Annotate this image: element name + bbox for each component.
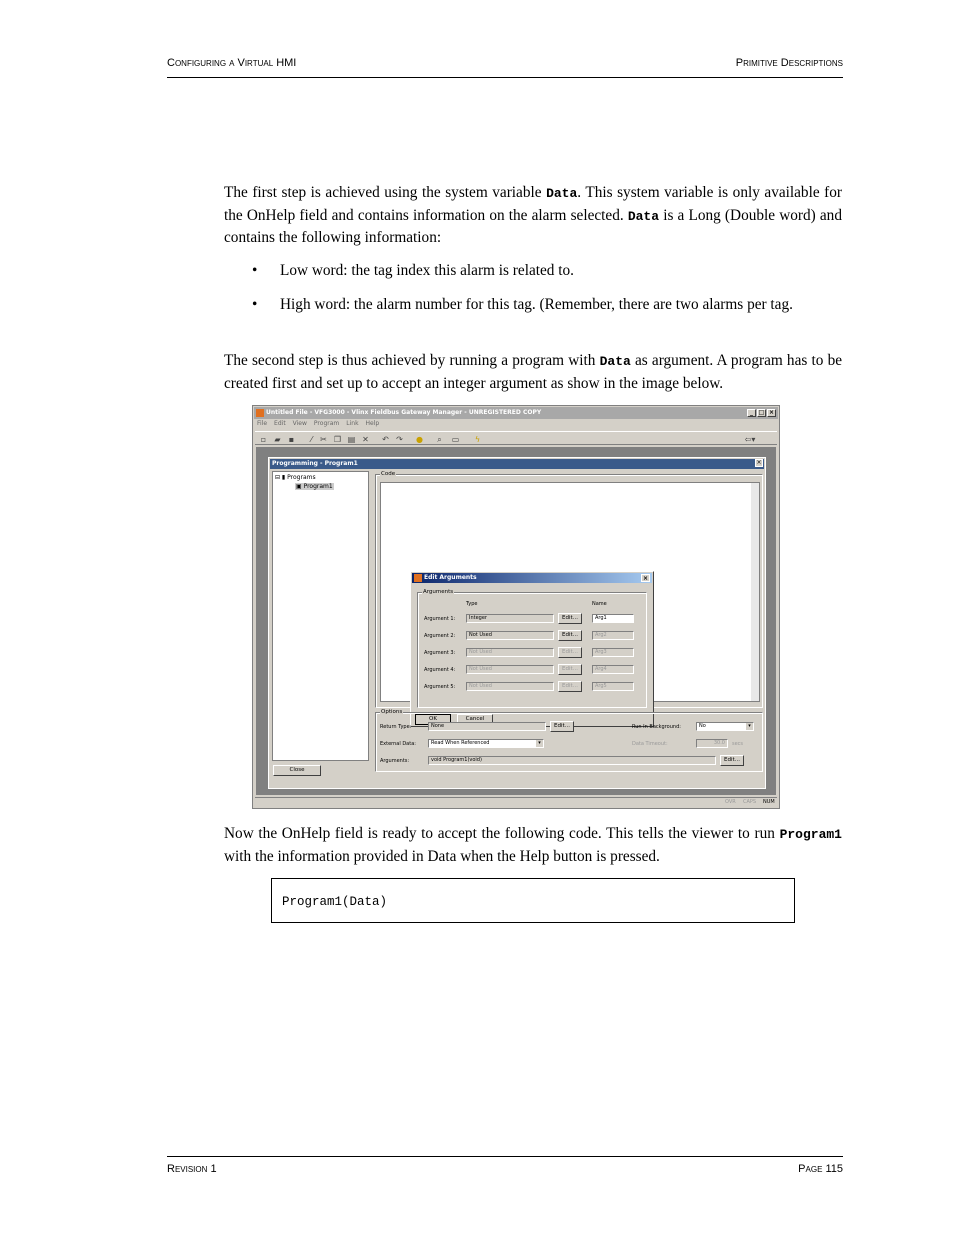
dialog-title: Edit Arguments × [412,573,652,583]
chevron-down-icon[interactable]: ▾ [536,740,543,747]
paste-icon[interactable]: ▤ [347,435,356,444]
status-ovr: OVR [725,799,736,805]
data-timeout-field: 30.0 [696,739,728,748]
maximize-button[interactable]: □ [758,409,765,416]
arg3-name-input[interactable]: Arg3 [592,648,634,657]
save-icon[interactable]: ▪ [288,435,295,444]
program-tree [272,471,369,761]
code-scrollbar[interactable] [751,483,759,701]
redo-icon[interactable]: ↷ [396,435,403,444]
page-header [167,56,843,78]
new-file-icon[interactable]: ▫ [260,435,267,444]
options-group: Options Return Type: None Edit... External Data: Read When Referenced ▾ Arguments: void Program1(void) Edit... Run In Background: No ▾ Data Timeout: 30.0 secs [375,712,763,772]
return-type-field: None [428,722,546,731]
edit-arguments-dialog [410,571,654,727]
arg4-type: Not Used [466,665,554,674]
arg5-type: Not Used [466,682,554,691]
chevron-down-icon[interactable]: ▾ [746,723,753,730]
menu-help[interactable]: Help [365,420,380,427]
arg5-name-input[interactable]: Arg5 [592,682,634,691]
child-window-title: Programming - Program1 [270,459,764,469]
menu-link[interactable]: Link [346,420,359,427]
arg3-edit-button[interactable]: Edit... [558,647,582,658]
app-screenshot [252,405,780,809]
code-data: Data [546,186,578,201]
menu-edit[interactable]: Edit [274,420,286,427]
header-right: Primitive Descriptions [735,57,843,69]
menu-bar [257,420,379,430]
bullet-dot: • [252,262,258,279]
cancel-button[interactable]: Cancel [457,714,493,725]
column-name: Name [592,601,607,607]
close-button[interactable]: × [768,409,775,416]
code-group-label: Code [381,471,396,477]
menu-view[interactable]: View [292,420,307,427]
arg5-edit-button[interactable]: Edit... [558,681,582,692]
toolbar [255,431,777,445]
lightning-icon[interactable]: ϟ [474,435,481,444]
arg2-name-input[interactable]: Arg2 [592,631,634,640]
page-footer [167,1156,843,1175]
return-type-edit-button[interactable]: Edit... [550,721,574,732]
minimize-button[interactable]: _ [747,409,756,417]
ok-button[interactable]: OK [415,714,451,725]
arg1-name-input[interactable]: Arg1 [592,614,634,623]
window-icon[interactable]: ▭ [451,435,460,444]
paragraph-intro: The first step is achieved using the system variable Data. This system variable is only available for the OnHelp field and contains information on the alarm selected. Data is a Long (Double word) and contains the following information: [224,184,842,246]
external-data-select[interactable]: Read When Referenced ▾ [428,739,544,748]
arg4-name-input[interactable]: Arg4 [592,665,634,674]
code-block: Program1(Data) [271,878,795,923]
cut-icon[interactable]: ✂ [320,435,327,444]
column-type: Type [466,601,478,607]
arg3-type: Not Used [466,648,554,657]
arg2-type: Not Used [466,631,554,640]
close-window-button[interactable]: Close [273,765,321,776]
tree-node-program1[interactable]: ▣ Program1 [296,483,333,490]
tree-node-programs[interactable]: ⊟ ▮ Programs [275,474,316,481]
arg1-edit-button[interactable]: Edit... [558,613,582,624]
delete-icon[interactable]: ✕ [362,435,369,444]
paragraph-step2: The second step is thus achieved by running a program with Data as argument. A program has to be created first and set up to accept an integer argument as show in the image below. [224,352,843,392]
programming-window [268,457,766,789]
menu-file[interactable]: File [257,420,268,427]
menu-program[interactable]: Program [313,420,340,427]
undo-icon[interactable]: ↶ [382,435,389,444]
arguments-group: Arguments Type Name Argument 1: Integer Edit... Arg1 Argument 2: Not Used Edit... Arg2 Argument 3: Not Used Edit... Arg3 Argument 4: Not Used Edit... Arg4 Argument 5: Not Used Edit... Arg5 [417,592,647,708]
back-arrow-icon[interactable]: ⇦▾ [744,435,756,444]
header-left: Configuring a Virtual HMI [167,57,297,69]
status-bar [255,797,777,806]
app-icon [414,574,422,582]
code-program1: Program1 [779,827,842,842]
lightbulb-icon[interactable]: ● [416,435,423,444]
footer-left: Revision 1 [167,1163,217,1175]
arg4-edit-button[interactable]: Edit... [558,664,582,675]
workspace [256,447,776,795]
status-num: NUM [763,799,775,805]
arg1-type: Integer [466,614,554,623]
code-data: Data [599,354,631,369]
app-titlebar: Untitled File - VFG3000 - Vlinx Fieldbus Gateway Manager - UNREGISTERED COPY _ □ × [254,407,778,419]
arg2-edit-button[interactable]: Edit... [558,630,582,641]
paragraph-onhelp: Now the OnHelp field is ready to accept the following code. This tells the viewer to run Program1 with the information provided in Data when the Help button is pressed. [224,825,842,865]
dialog-close-icon[interactable]: × [642,575,649,582]
child-close-icon[interactable]: × [756,459,762,466]
app-icon [256,409,264,417]
arguments-field: void Program1(void) [428,756,716,765]
pen-icon[interactable]: ⁄ [310,435,313,444]
run-in-background-select[interactable]: No ▾ [696,722,754,731]
open-folder-icon[interactable]: ▰ [274,435,281,444]
code-data: Data [627,208,660,224]
footer-right: Page 115 [798,1163,843,1175]
status-caps: CAPS [743,799,757,805]
search-icon[interactable]: ⌕ [437,435,442,444]
arguments-edit-button[interactable]: Edit... [720,755,744,766]
bullet-dot: • [252,296,258,313]
copy-icon[interactable]: ❐ [333,435,342,444]
